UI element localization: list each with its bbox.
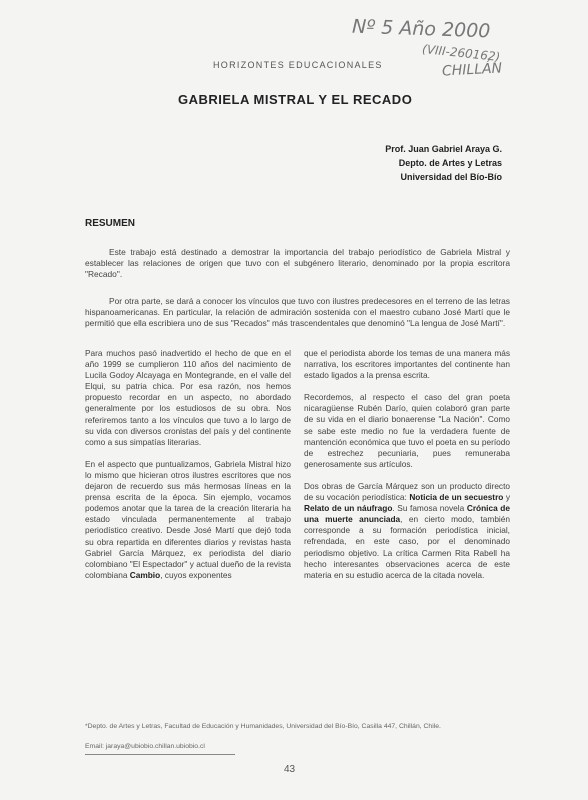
- handwritten-city-note: CHILLÁN: [441, 60, 503, 80]
- text-run: y: [503, 492, 510, 503]
- text-run: Dos obras de García Márquez son un producto directo de su vocación periodística:: [304, 480, 510, 503]
- author-block: [385, 142, 502, 184]
- author-name: Prof. Juan Gabriel Araya G.: [385, 144, 502, 154]
- article-title: GABRIELA MISTRAL Y EL RECADO: [178, 92, 413, 107]
- footnote-email: Email: jaraya@ubiobio.chillan.ubiobio.cl: [85, 743, 205, 750]
- body-paragraph: que el periodista aborde los temas de una manera más narrativa, los escritores importantes del continente han estado ligados a la prensa escrita.: [304, 348, 510, 381]
- text-run: , cuyos exponentes: [160, 569, 232, 580]
- body-paragraph: Recordemos, al respecto el caso del gran poeta nicaragüense Rubén Darío, quien colaboró gran parte de su vida en el diario bonaerense "La Nación". Como se sabe este medio no fue la verdadera fuente de mantención económica que tuvo el poeta en su período de estrechez pecuniaria, pues remuneraba generosamente sus artículos.: [304, 392, 510, 469]
- text-run: . Su famosa novela: [392, 503, 467, 514]
- right-column: [304, 348, 510, 592]
- left-column: [85, 348, 291, 592]
- author-department: Depto. de Artes y Letras: [398, 158, 502, 168]
- abstract-paragraph-1: Este trabajo está destinado a demostrar la importancia del trabajo periodístico de Gabriela Mistral y establecer las relaciones de origen que tuvo con el subgénero literario, denominado por la propia escritora "Recado".: [85, 247, 510, 280]
- footnote-affiliation: *Depto. de Artes y Letras, Facultad de Educación y Humanidades, Universidad del Bío-Bío, Casilla 447, Chillán, Chile.: [85, 723, 441, 730]
- journal-name: HORIZONTES EDUCACIONALES: [213, 60, 383, 70]
- author-university: Universidad del Bío-Bío: [400, 172, 502, 182]
- abstract-heading: RESUMEN: [85, 218, 136, 229]
- book-title: Relato de un náufrago: [304, 503, 393, 514]
- book-title: Noticia de un secuestro: [409, 492, 504, 503]
- abstract-paragraph-2: Por otra parte, se dará a conocer los vínculos que tuvo con ilustres predecesores en el terreno de las letras hispanoamericanas. En particular, la relación de admiración sostenida con el maestro cubano José Martí que le permitió que ella escribiera uno de sus "Recados" más trascendentales que denominó "La lengua de José Martí".: [85, 296, 510, 329]
- text-run: , en cierto modo, también corresponde a su formación periodística inicial, refrendada, en este caso, por el denominado periodismo objetivo. La crítica Carmen Rita Rabell ha hecho interesantes observaciones acerca de este materia en su estudio acerca de la citada novela.: [304, 514, 510, 580]
- page-number: 43: [284, 764, 296, 775]
- footnote-divider: [85, 754, 235, 755]
- handwritten-code-note: (VIII-260162): [421, 41, 501, 65]
- book-title: Crónica de una muerte anunciada: [304, 503, 510, 525]
- body-paragraph: [304, 481, 510, 581]
- magazine-title: Cambio: [129, 569, 161, 580]
- body-paragraph: Para muchos pasó inadvertido el hecho de que en el año 1999 se cumplieron 110 años del nacimiento de Lucila Godoy Alcayaga en Montegrande, en el valle del Elqui, su patria chica. Por esa razón, nos hemos propuesto recordar en un aspecto, no abordado generalmente por los estudiosos de su obra. Nos referiremos tanto a los vínculos que tuvo a lo largo de su vida con diversos cronistas del país y del continente como a sus simpatías literarias.: [85, 348, 291, 447]
- handwritten-issue-note: Nº 5 Año 2000: [351, 15, 491, 43]
- text-run: En el aspecto que puntualizamos, Gabriela Mistral hizo lo mismo que hicieran otros ilustres escritores que nos dejaron de recuerdo sus más hermosas líneas en la prensa escrita de la época. Sin ejemplo, vocamos podemos anotar que la tarea de la creación literaria ha estado vinculada permanentemente al trabajo periodístico creativo. Desde José Martí que dejó toda su obra repartida en diferentes diarios y revistas hasta Gabriel García Márquez, ex periodista del diario colombiano "El Espectador" y actual dueño de la revista colombiana: [85, 458, 291, 580]
- body-paragraph: [85, 459, 291, 581]
